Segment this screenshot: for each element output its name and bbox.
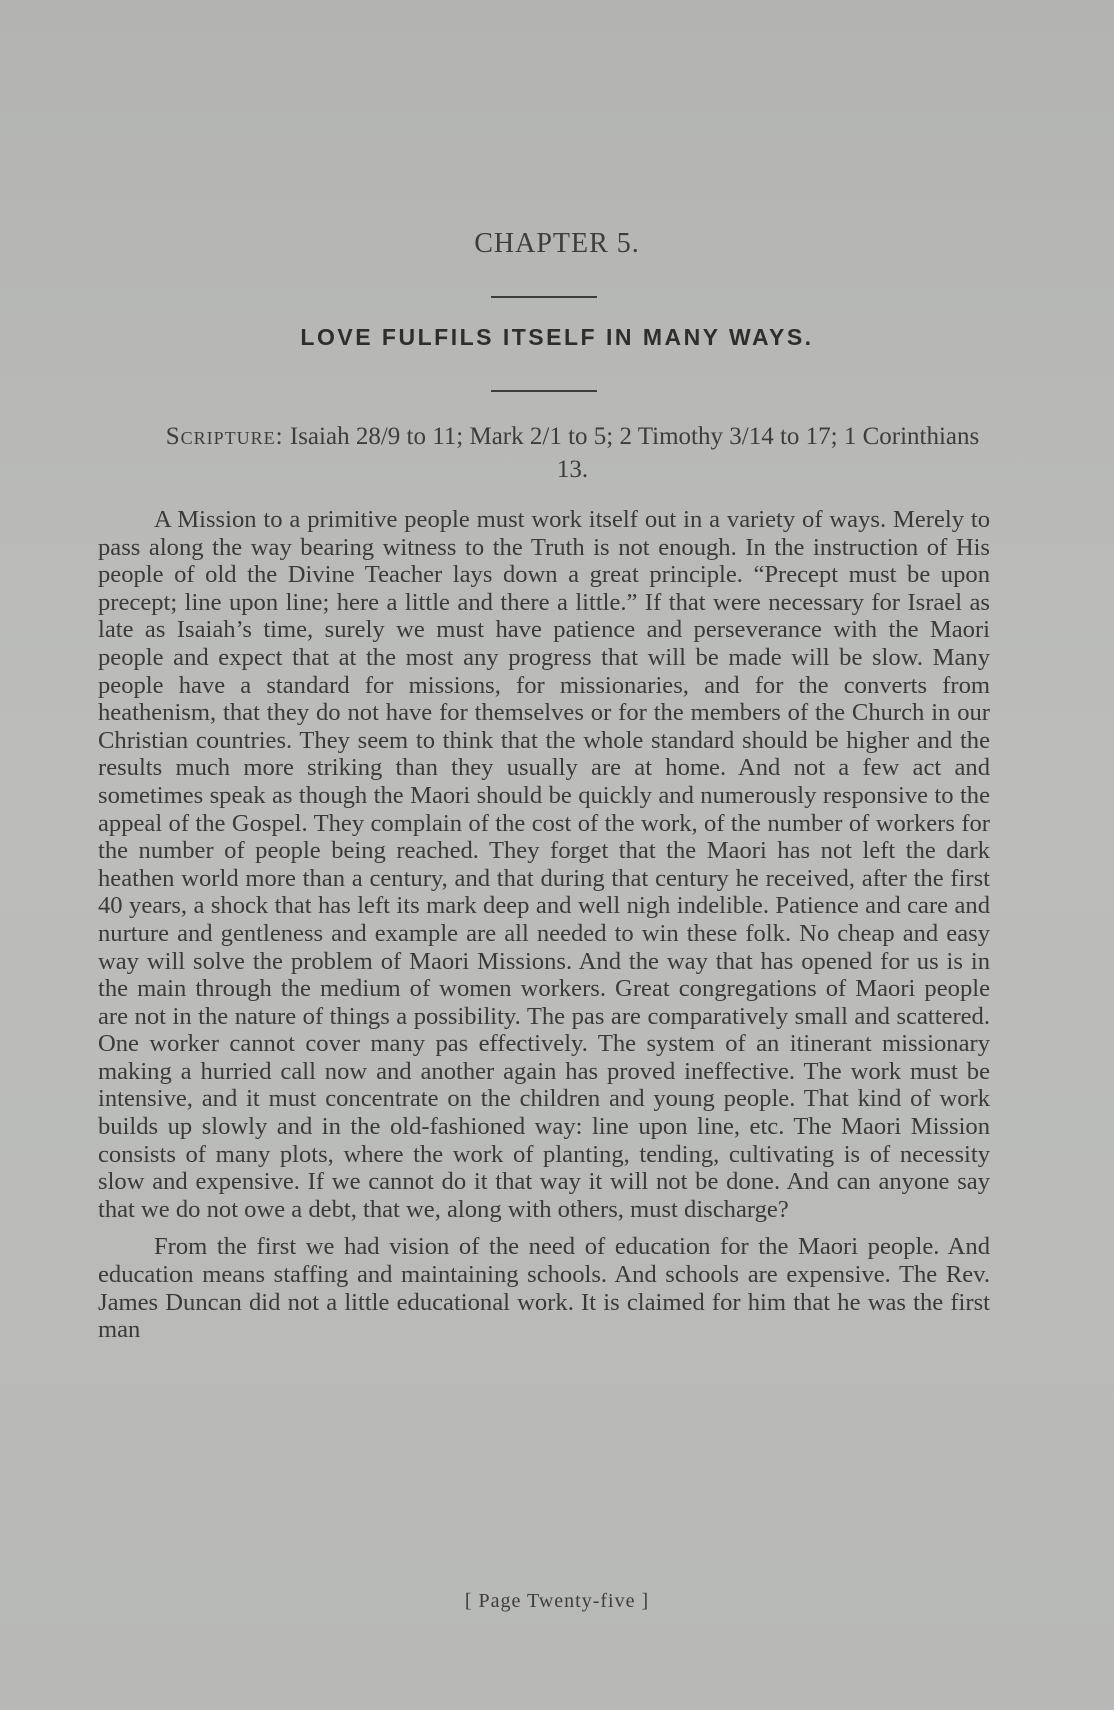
title-rule-bottom <box>491 390 597 392</box>
body-paragraph: From the first we had vision of the need of education for the Maori people. And education means staffing and maintaining schools. And schools are expensive. The Rev. James Duncan did not a little educational work. It is claimed for him that he was the first man <box>98 1233 990 1344</box>
chapter-number: CHAPTER 5. <box>474 228 640 259</box>
chapter-title: LOVE FULFILS ITSELF IN MANY WAYS. <box>300 324 814 350</box>
scripture-text: Isaiah 28/9 to 11; Mark 2/1 to 5; 2 Timothy 3/14 to 17; 1 Corinthians 13. <box>289 423 980 483</box>
chapter-body <box>98 506 990 1344</box>
page-number: [ Page Twenty-five ] <box>464 1590 650 1612</box>
title-rule-top <box>491 296 597 298</box>
scripture-references <box>155 420 990 486</box>
body-paragraph: A Mission to a primitive people must work itself out in a variety of ways. Merely to pass along the way bearing witness to the Truth is not enough. In the instruction of His people of old the Divine Teacher lays down a great principle. “Precept must be upon precept; line upon line; here a little and there a little.” If that were necessary for Israel as late as Isaiah’s time, surely we must have patience and perseverance with the Maori people and expect that at the most any progress that will be made will be slow. Many people have a standard for missions, for missionaries, and for the converts from heathenism, that they do not have for themselves or for the members of the Church in our Christian countries. They seem to think that the whole standard should be higher and the results much more striking than they usually are at home. And not a few act and sometimes speak as though the Maori should be quickly and numerously responsive to the appeal of the Gospel. They complain of the cost of the work, of the number of workers for the number of people being reached. They forget that the Maori has not left the dark heathen world more than a century, and that during that century he received, after the first 40 years, a shock that has left its mark deep and well nigh indelible. Patience and care and nurture and gentleness and example are all needed to win these folk. No cheap and easy way will solve the problem of Maori Missions. And the way that has opened for us is in the main through the medium of women workers. Great congregations of Maori people are not in the nature of things a possibility. The pas are comparatively small and scattered. One worker cannot cover many pas effectively. The system of an itinerant missionary making a hurried call now and another again has proved ineffective. The work must be intensive, and it must concentrate on the children and young people. That kind of work builds up slowly and in the old-fashioned way: line upon line, etc. The Maori Mission consists of many plots, where the work of planting, tending, cultivating is of necessity slow and expensive. If we cannot do it that way it will not be done. And can anyone say that we do not owe a debt, that we, along with others, must discharge? <box>98 506 990 1223</box>
scripture-label: Scripture: <box>165 423 284 450</box>
